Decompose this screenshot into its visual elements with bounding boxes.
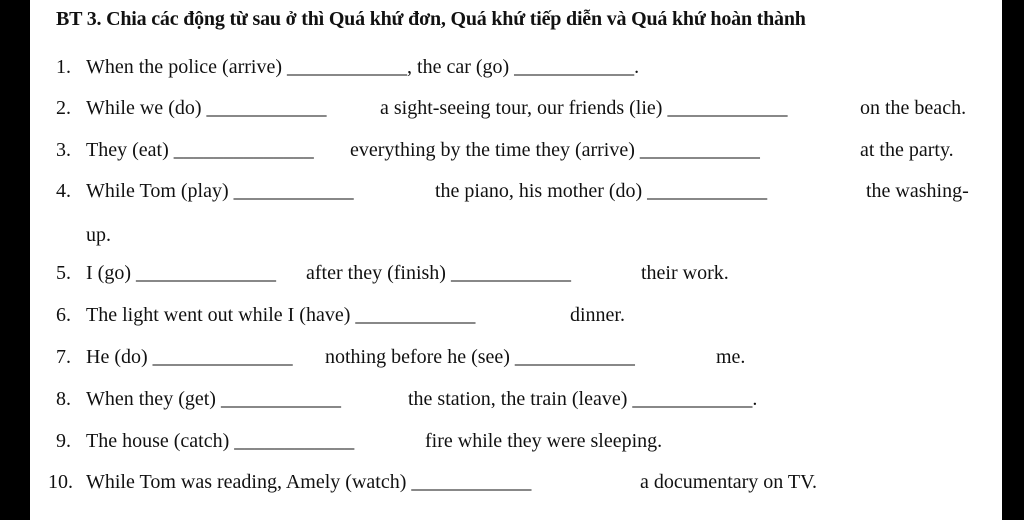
item-text: on the beach. — [860, 97, 967, 119]
worksheet-page — [30, 0, 1002, 520]
item-text: a sight-seeing tour, our friends (lie) ____________ — [380, 97, 788, 119]
item-number: 1. — [56, 56, 71, 78]
exercise-item-5 — [30, 262, 1002, 292]
item-text: up. — [86, 224, 111, 246]
item-number: 8. — [56, 388, 71, 410]
item-text: a documentary on TV. — [640, 471, 818, 493]
exercise-title: BT 3. Chia các động từ sau ở thì Quá khứ đơn, Quá khứ tiếp diễn và Quá khứ hoàn thành — [56, 8, 806, 30]
item-number: 9. — [56, 430, 71, 452]
item-number: 3. — [56, 139, 71, 161]
item-number: 5. — [56, 262, 71, 284]
item-text: While Tom was reading, Amely (watch) ____________ — [86, 471, 532, 493]
exercise-item-10 — [30, 471, 1002, 501]
item-text: The light went out while I (have) ____________ — [86, 304, 476, 326]
item-text: their work. — [641, 262, 729, 284]
item-text: While Tom (play) ____________ — [86, 180, 354, 202]
item-text: nothing before he (see) ____________ — [325, 346, 635, 368]
item-number: 4. — [56, 180, 71, 202]
item-text: me. — [716, 346, 746, 368]
item-number: 6. — [56, 304, 71, 326]
item-text: The house (catch) ____________ — [86, 430, 355, 452]
item-text: fire while they were sleeping. — [425, 430, 663, 452]
item-text: dinner. — [570, 304, 625, 326]
item-text: When the police (arrive) ____________, the car (go) ____________. — [86, 56, 640, 78]
item-text: the piano, his mother (do) ____________ — [435, 180, 768, 202]
item-text: When they (get) ____________ — [86, 388, 341, 410]
exercise-item-8 — [30, 388, 1002, 418]
exercise-item-1 — [30, 56, 1002, 86]
item-number: 7. — [56, 346, 71, 368]
item-text: They (eat) ______________ — [86, 139, 314, 161]
exercise-item-4-continued — [30, 224, 1002, 254]
item-number: 2. — [56, 97, 71, 119]
item-text: everything by the time they (arrive) ____________ — [350, 139, 760, 161]
item-text: after they (finish) ____________ — [306, 262, 571, 284]
item-text: at the party. — [860, 139, 954, 161]
exercise-item-7 — [30, 346, 1002, 376]
item-text: the washing- — [866, 180, 969, 202]
item-text: the station, the train (leave) ____________. — [408, 388, 758, 410]
exercise-item-3 — [30, 139, 1002, 169]
item-text: I (go) ______________ — [86, 262, 276, 284]
exercise-item-6 — [30, 304, 1002, 334]
exercise-item-9 — [30, 430, 1002, 460]
exercise-item-2 — [30, 97, 1002, 127]
item-text: While we (do) ____________ — [86, 97, 327, 119]
item-text: He (do) ______________ — [86, 346, 293, 368]
item-number: 10. — [48, 471, 73, 493]
exercise-item-4 — [30, 180, 1002, 210]
